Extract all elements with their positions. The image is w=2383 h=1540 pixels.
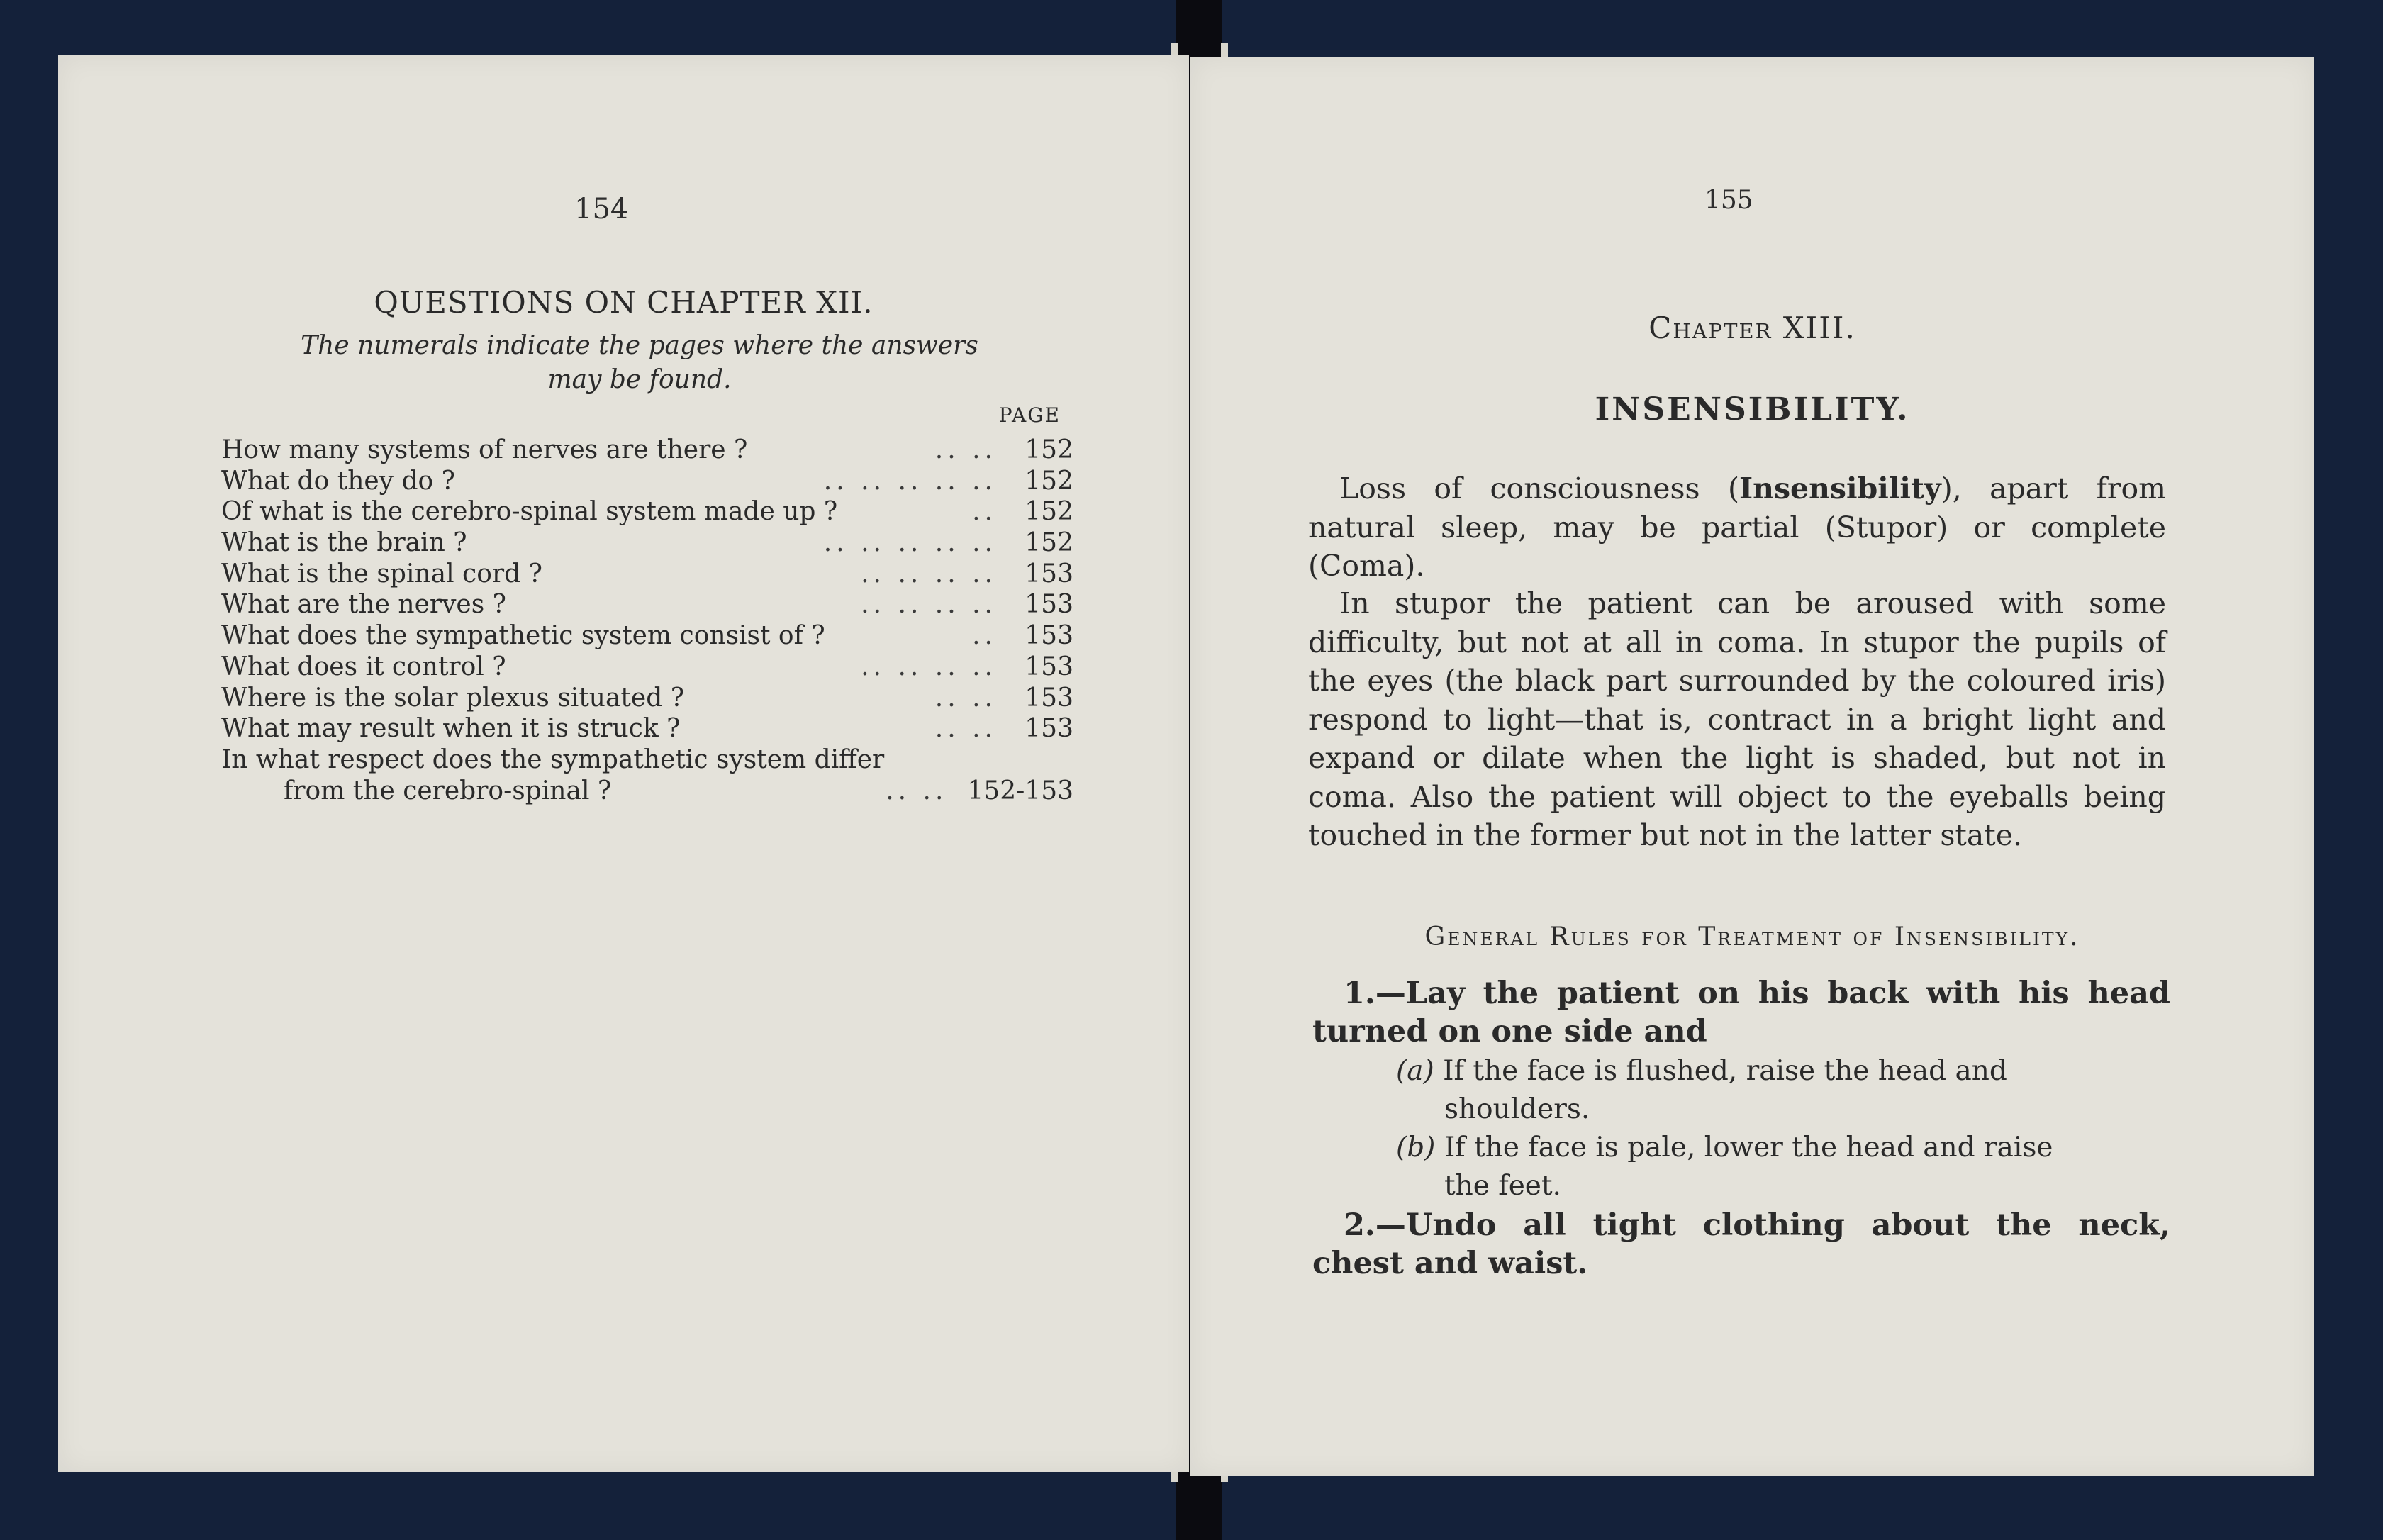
page-ref: 153 [1025, 621, 1073, 651]
question-text: What does it control ? [221, 652, 506, 681]
question-text: In what respect does the sympathetic system differ [221, 744, 885, 774]
page-ref: 152 [1025, 497, 1073, 527]
leader-dots: .. [972, 621, 997, 651]
list-item [221, 652, 1073, 683]
sub-rule-text: If the face is flushed, raise the head and [1443, 1055, 2007, 1087]
questions-subtitle: The numerals indicate the pages where the answers may be found. [301, 331, 978, 394]
paragraph-text: Loss of consciousness ( [1339, 472, 1739, 506]
paragraph: In stupor the patient can be aroused with some difficulty, but not at all in coma. In stupor the pupils of the eyes (the black part surrounded by the coloured iris) respond to light—that is, contract in a bright light and expand or dilate when the light is shaded, but not in coma. Also the patient will object to the eyeballs being touched in the former but not in the latter state. [1308, 586, 2166, 852]
page-ref: 153 [1025, 652, 1073, 681]
sub-rule-label: (a) [1396, 1055, 1434, 1087]
list-item [221, 683, 1073, 714]
page-ref: 152-153 [967, 776, 1073, 805]
list-item [221, 776, 1073, 807]
question-text: Where is the solar plexus situated ? [221, 683, 684, 713]
paragraph [1308, 469, 2166, 586]
right-page [1190, 57, 2314, 1476]
list-item [221, 589, 1073, 620]
left-page [58, 55, 1189, 1472]
question-text: What may result when it is struck ? [221, 714, 681, 744]
sub-rule-text-continued: shoulders. [1444, 1093, 1590, 1125]
list-item [221, 435, 1073, 466]
leader-dots: .. [972, 497, 997, 527]
sub-rule-text-continued: the feet. [1444, 1170, 1561, 1202]
rule-item: 1.—Lay the patient on his back with his head turned on one side and [1312, 976, 2170, 1049]
rule-item: 2.—Undo all tight clothing about the neck, chest and waist. [1312, 1207, 2170, 1281]
question-text: What are the nerves ? [221, 590, 506, 620]
bold-term: Insensibility [1739, 472, 1941, 506]
list-item [221, 528, 1073, 559]
leader-dots: .. .. [934, 714, 997, 744]
question-text: What is the brain ? [221, 528, 467, 558]
page-number: 155 [1704, 186, 1753, 215]
list-item [221, 496, 1073, 528]
page-ref: 153 [1025, 714, 1073, 744]
leader-dots: .. .. .. .. .. [823, 528, 997, 558]
leader-dots: .. .. [934, 683, 997, 713]
question-text: Of what is the cerebro-spinal system made up ? [221, 497, 838, 527]
leader-dots: .. .. [886, 776, 948, 805]
page-number: 154 [574, 193, 629, 225]
question-text: What does the sympathetic system consist of ? [221, 621, 825, 651]
page-ref: 152 [1025, 435, 1073, 464]
list-item [221, 559, 1073, 590]
leader-dots: .. .. .. .. [861, 652, 997, 681]
leader-dots: .. .. .. .. [861, 559, 997, 588]
questions-list [221, 435, 1073, 806]
question-text: What is the spinal cord ? [221, 559, 542, 588]
chapter-subtitle: INSENSIBILITY. [1595, 391, 1910, 428]
section-heading: General Rules for Treatment of Insensibility. [1424, 922, 2080, 952]
leader-dots: .. .. .. .. [861, 590, 997, 620]
paragraph-text: ), apart from natural sleep, may be partial (Stupor) or complete (Coma). [1308, 472, 2167, 583]
sub-rule-item [1396, 1052, 2170, 1129]
chapter-title: Chapter XIII. [1648, 311, 1856, 345]
page-ref: 152 [1025, 528, 1073, 558]
question-text-continued: from the cerebro-spinal ? [284, 776, 612, 805]
page-column-header: PAGE [998, 403, 1061, 427]
question-text: What do they do ? [221, 466, 455, 496]
page-ref: 153 [1025, 559, 1073, 588]
sub-rule-text: If the face is pale, lower the head and raise [1444, 1132, 2053, 1164]
question-text: How many systems of nerves are there ? [221, 435, 748, 464]
list-item [221, 466, 1073, 497]
list-item [221, 620, 1073, 652]
questions-heading: QUESTIONS ON CHAPTER XII. [374, 285, 874, 320]
leader-dots: .. .. .. .. .. [823, 466, 997, 496]
sub-rule-label: (b) [1396, 1132, 1436, 1164]
page-ref: 153 [1025, 590, 1073, 620]
list-item [221, 744, 1073, 776]
sub-rule-item [1396, 1129, 2170, 1205]
leader-dots: .. .. [934, 435, 997, 464]
page-ref: 152 [1025, 466, 1073, 496]
list-item [221, 713, 1073, 744]
page-ref: 153 [1025, 683, 1073, 713]
